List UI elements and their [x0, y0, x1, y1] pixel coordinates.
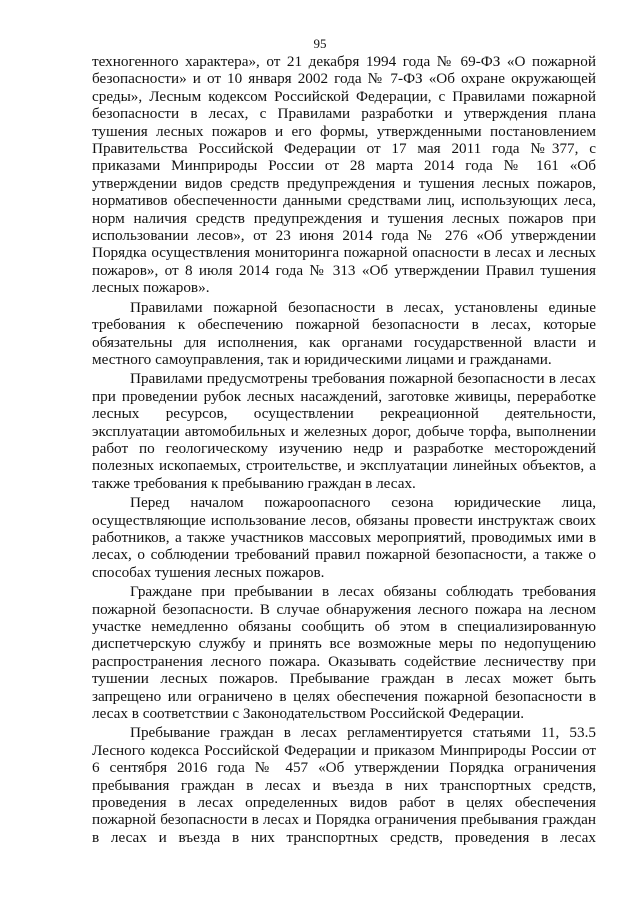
paragraph-2: Правилами пожарной безопасности в лесах, установлены единые требования к обеспечению пожарной безопасности в лесах, которые обязательны для исполнения, как органами государственной власти и местного самоуправления, так и юридическими лицами и гражданами.	[92, 298, 596, 368]
paragraph-6: Пребывание граждан в лесах регламентируется статьями 11, 53.5 Лесного кодекса Российской Федерации и приказом Минприроды России от 6 сентября 2016 года № 457 «Об утверждении Порядка ограничения пребывания граждан в лесах и въезда в них транспортных средств, проведения в лесах определенных видов работ в целях обеспечения пожарной безопасности в лесах и Порядка ограничения пребывания граждан в лесах и въезда в них транспортных средств, проведения в лесах	[92, 724, 596, 846]
paragraph-5: Граждане при пребывании в лесах обязаны соблюдать требования пожарной безопасности. В случае обнаружения лесного пожара на лесном участке немедленно обязаны сообщить об этом в специализированную диспетчерскую службу и принять все возможные меры по недопущению распространения лесного пожара. Оказывать содействие лесничеству при тушении лесных пожаров. Пребывание граждан в лесах может быть запрещено или ограничено в целях обеспечения пожарной безопасности в лесах в соответствии с Законодательством Российской Федерации.	[92, 583, 596, 723]
document-body	[92, 53, 596, 848]
paragraph-3: Правилами предусмотрены требования пожарной безопасности в лесах при проведении рубок лесных насаждений, заготовке живицы, переработке лесных ресурсов, осуществлении рекреационной деятельности, эксплуатации автомобильных и железных дорог, добыче торфа, выполнении работ по геологическому изучению недр и разработке месторождений полезных ископаемых, строительстве, и эксплуатации линейных объектов, а также требования к пребыванию граждан в лесах.	[92, 370, 596, 492]
page-number: 95	[313, 36, 327, 51]
paragraph-1: техногенного характера», от 21 декабря 1994 года № 69-ФЗ «О пожарной безопасности» и от 10 января 2002 года № 7-ФЗ «Об охране окружающей среды», Лесным кодексом Российской Федерации, с Правилами пожарной безопасности в лесах, с Правилами разработки и утверждения плана тушения лесных пожаров и его формы, утвержденными постановлением Правительства Российской Федерации от 17 мая 2011 года №377, с приказами Минприроды России от 28 марта 2014 года № 161 «Об утверждении видов средств предупреждения и тушения лесных пожаров, нормативов обеспеченности данными средствами лиц, использующих леса, норм наличия средств предупреждения и тушения лесных пожаров при использовании лесов», от 23 июня 2014 года № 276 «Об утверждении Порядка осуществления мониторинга пожарной опасности в лесах и лесных пожаров», от 8 июля 2014 года № 313 «Об утверждении Правил тушения лесных пожаров».	[92, 53, 596, 297]
paragraph-4: Перед началом пожароопасного сезона юридические лица, осуществляющие использование лесов, обязаны провести инструктаж своих работников, а также участников массовых мероприятий, проводимых ими в лесах, о соблюдении требований правил пожарной безопасности, а также о способах тушения лесных пожаров.	[92, 494, 596, 581]
